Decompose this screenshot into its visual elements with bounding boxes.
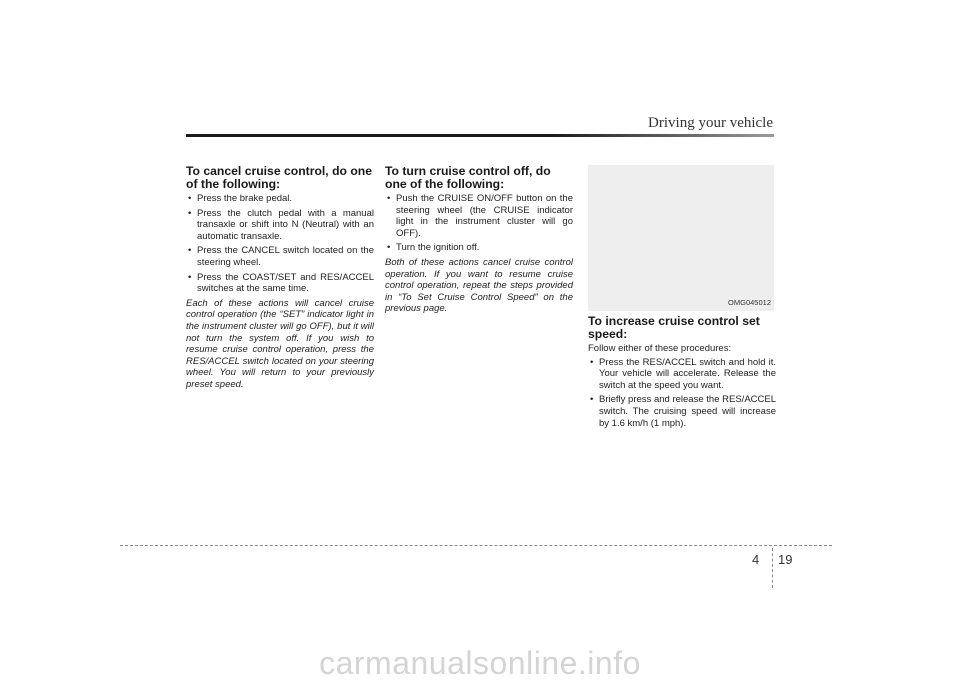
section-title: Driving your vehicle xyxy=(648,115,773,131)
cancel-cruise-note: Each of these actions will cancel cruise control operation (the “SET” indicator light in the instrument cluster will go OFF), but it will not turn the system off. If you wish to resume cruise control operation, press the RES/ACCEL switch located on your steering wheel. You will return to your previously preset speed. xyxy=(186,297,374,390)
increase-speed-heading: To increase cruise control set speed: xyxy=(588,314,760,341)
list-item: • Press the brake pedal. xyxy=(186,193,374,205)
page-number-divider xyxy=(772,548,773,588)
increase-speed-intro: Follow either of these procedures: xyxy=(588,343,732,354)
list-item: • Turn the ignition off. xyxy=(385,242,573,254)
turn-off-cruise-list xyxy=(385,193,573,254)
turn-off-cruise-note: Both of these actions cancel cruise control operation. If you want to resume cruise control operation, repeat the steps provided in “To Set Cruise Control Speed” on the previous page. xyxy=(385,256,573,315)
turn-off-cruise-section xyxy=(385,165,573,315)
figure-code: OMG045012 xyxy=(728,298,771,307)
list-item: • Press the CANCEL switch located on the steering wheel. xyxy=(186,245,374,268)
cancel-cruise-list xyxy=(186,193,374,295)
chapter-number: 4 xyxy=(752,552,760,567)
list-item: • Press the clutch pedal with a manual transaxle or shift into N (Neutral) with an automatic transaxle. xyxy=(186,208,374,243)
watermark: carmanualsonline.info xyxy=(319,645,641,681)
increase-speed-list xyxy=(588,357,776,430)
list-item: • Press the COAST/SET and RES/ACCEL switches at the same time. xyxy=(186,272,374,295)
list-item: • Press the RES/ACCEL switch and hold it. Your vehicle will accelerate. Release the switch at the speed you want. xyxy=(588,357,776,392)
increase-speed-section xyxy=(588,315,776,432)
illustration-figure xyxy=(588,165,774,311)
header-rule xyxy=(186,134,774,137)
turn-off-cruise-heading: To turn cruise control off, do one of the following: xyxy=(385,164,551,191)
page-number: 19 xyxy=(778,552,793,567)
list-item: • Push the CRUISE ON/OFF button on the steering wheel (the CRUISE indicator light in the instrument cluster will go OFF). xyxy=(385,193,573,239)
cancel-cruise-heading: To cancel cruise control, do one of the following: xyxy=(186,164,373,191)
cancel-cruise-section xyxy=(186,165,374,391)
footer-rule xyxy=(120,545,832,546)
list-item: • Briefly press and release the RES/ACCEL switch. The cruising speed will increase by 1.6 km/h (1 mph). xyxy=(588,394,776,429)
